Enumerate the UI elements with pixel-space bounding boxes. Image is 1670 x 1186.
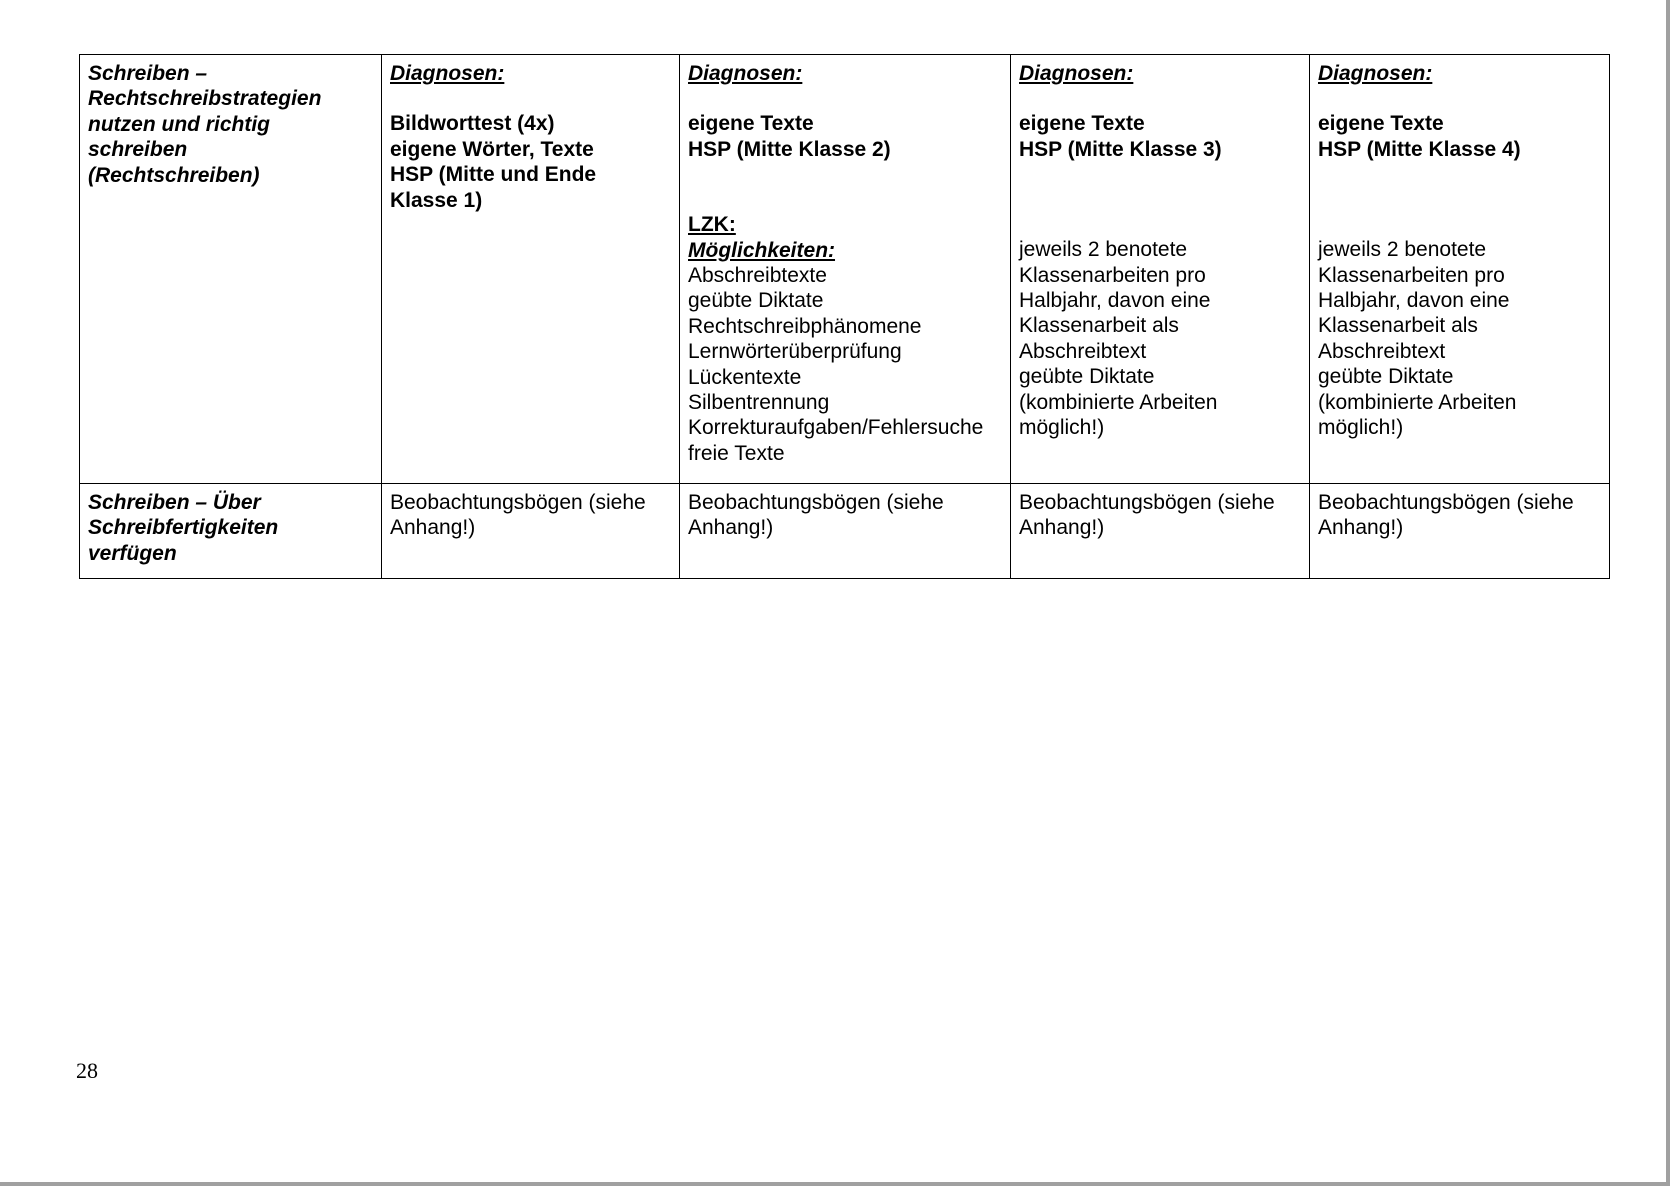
row-label-schreibfertigkeiten	[80, 484, 382, 579]
cell-line: Beobachtungsbögen (siehe	[390, 491, 646, 514]
page-number: 28	[76, 1058, 98, 1083]
list-item: (kombinierte Arbeiten	[1318, 390, 1517, 414]
list-item: Lückentexte	[688, 365, 802, 389]
list-item: Halbjahr, davon eine	[1318, 289, 1510, 313]
list-item: Klassenarbeiten pro	[1019, 263, 1206, 287]
label-line: schreiben	[88, 138, 188, 162]
list-item: freie Texte	[688, 441, 785, 465]
list-item: jeweils 2 benotete	[1019, 238, 1188, 262]
diagnose-line: eigene Texte	[1318, 112, 1444, 136]
cell-klasse-3	[1011, 55, 1310, 484]
diagnosen-heading: Diagnosen:	[1318, 62, 1433, 85]
list-item: Halbjahr, davon eine	[1019, 289, 1211, 313]
cell-beobachtung-4	[1310, 484, 1610, 579]
list-item: geübte Diktate	[688, 289, 824, 313]
cell-line: Anhang!)	[390, 516, 476, 540]
list-item: Klassenarbeit als	[1019, 314, 1179, 338]
cell-klasse-2	[680, 55, 1011, 484]
label-line: verfügen	[88, 541, 177, 565]
list-item: geübte Diktate	[1318, 365, 1454, 389]
cell-line: Anhang!)	[1318, 516, 1404, 540]
table-row-schreibfertigkeiten	[80, 484, 1610, 579]
list-item: jeweils 2 benotete	[1318, 238, 1487, 262]
list-item: Abschreibtext	[1019, 339, 1147, 363]
list-item: möglich!)	[1318, 416, 1404, 440]
diagnosen-heading: Diagnosen:	[390, 62, 505, 85]
cell-line: Beobachtungsbögen (siehe	[688, 491, 944, 514]
diagnose-line: Bildworttest (4x)	[390, 112, 555, 136]
label-line: (Rechtschreiben)	[88, 163, 260, 187]
cell-line: Anhang!)	[1019, 516, 1105, 540]
diagnose-line: eigene Wörter, Texte	[390, 137, 594, 161]
list-item: Abschreibtexte	[688, 264, 827, 288]
label-line: Rechtschreibstrategien	[88, 87, 322, 111]
list-item: Silbentrennung	[688, 391, 830, 415]
label-line: Schreiben –	[88, 62, 208, 85]
label-line: Schreibfertigkeiten	[88, 516, 279, 540]
list-item: Klassenarbeiten pro	[1318, 263, 1505, 287]
table-row-rechtschreiben	[80, 55, 1610, 484]
lzk-heading: LZK:	[688, 213, 736, 237]
label-line: Schreiben – Über	[88, 491, 261, 514]
list-item: geübte Diktate	[1019, 365, 1155, 389]
cell-line: Anhang!)	[688, 516, 774, 540]
diagnose-line: HSP (Mitte Klasse 3)	[1019, 137, 1222, 161]
assessment-table	[79, 54, 1610, 579]
cell-beobachtung-2	[680, 484, 1011, 579]
list-item: (kombinierte Arbeiten	[1019, 390, 1218, 414]
diagnose-line: eigene Texte	[688, 112, 814, 136]
cell-klasse-1	[382, 55, 680, 484]
diagnose-line: HSP (Mitte und Ende	[390, 163, 597, 187]
cell-line: Beobachtungsbögen (siehe	[1019, 491, 1275, 514]
list-item: Korrekturaufgaben/Fehlersuche	[688, 416, 984, 440]
diagnose-line: Klasse 1)	[390, 188, 483, 212]
list-item: möglich!)	[1019, 416, 1105, 440]
diagnose-line: HSP (Mitte Klasse 4)	[1318, 137, 1521, 161]
cell-beobachtung-3	[1011, 484, 1310, 579]
list-item: Abschreibtext	[1318, 339, 1446, 363]
row-label-rechtschreiben	[80, 55, 382, 484]
moeglichkeiten-heading: Möglichkeiten:	[688, 238, 836, 262]
diagnosen-heading: Diagnosen:	[688, 62, 803, 85]
page-edge	[0, 1182, 1670, 1186]
list-item: Klassenarbeit als	[1318, 314, 1478, 338]
diagnose-line: HSP (Mitte Klasse 2)	[688, 137, 891, 161]
list-item: Rechtschreibphänomene	[688, 314, 922, 338]
page-edge	[1666, 0, 1670, 1186]
label-line: nutzen und richtig	[88, 112, 270, 136]
cell-beobachtung-1	[382, 484, 680, 579]
list-item: Lernwörterüberprüfung	[688, 340, 902, 364]
cell-klasse-4	[1310, 55, 1610, 484]
diagnose-line: eigene Texte	[1019, 112, 1145, 136]
cell-line: Beobachtungsbögen (siehe	[1318, 491, 1574, 514]
diagnosen-heading: Diagnosen:	[1019, 62, 1134, 85]
